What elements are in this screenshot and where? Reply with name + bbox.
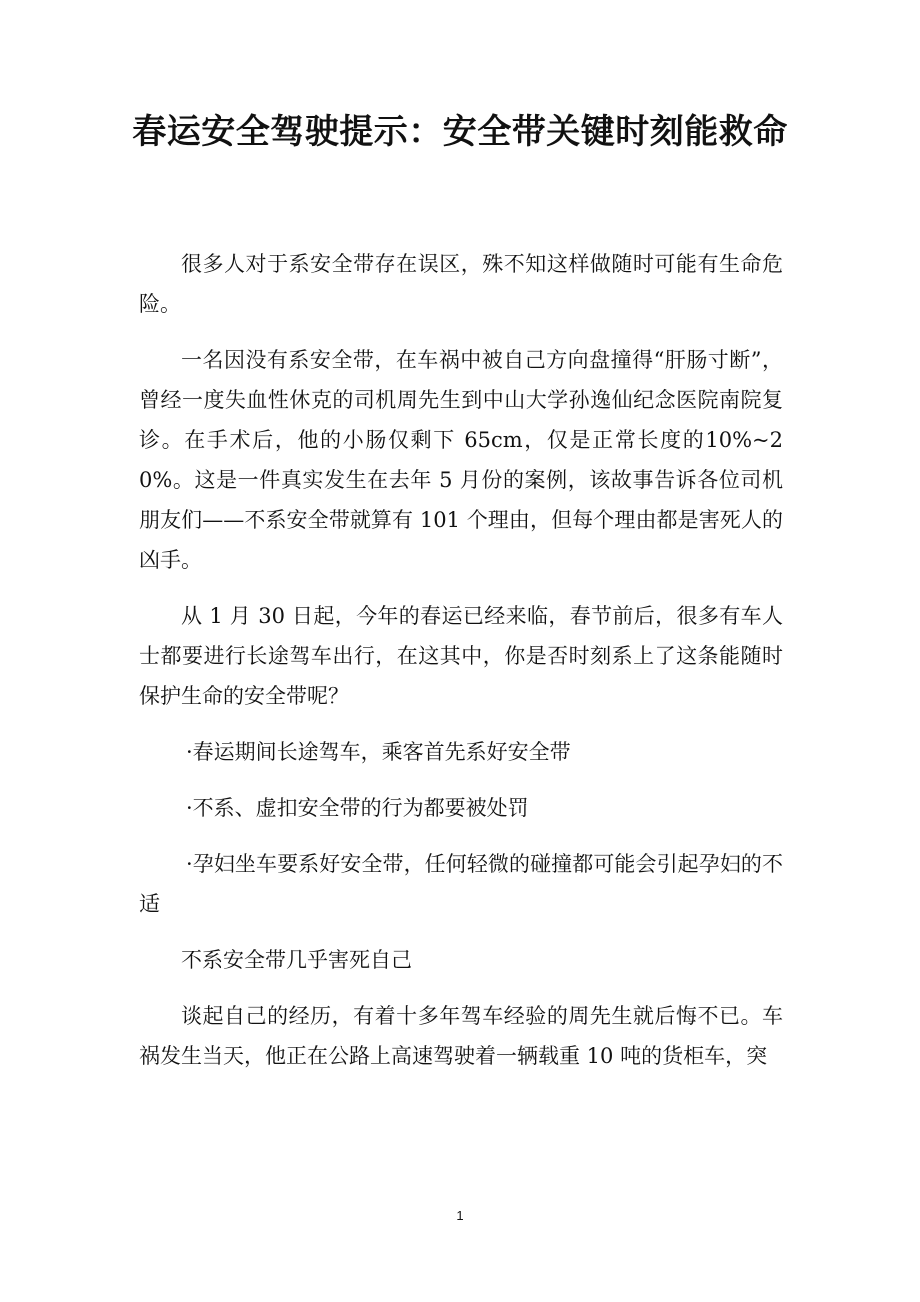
paragraph-case: 一名因没有系安全带，在车祸中被自己方向盘撞得“肝肠寸断”，曾经一度失血性休克的司机周先生到中山大学孙逸仙纪念医院南院复诊。在手术后，他的小肠仅剩下 65cm，仅是正常长度的10%~20%。这是一件真实发生在去年 5 月份的案例，该故事告诉各位司机朋友们——不系安全带就算有 101 个理由，但每个理由都是害死人的凶手。 xyxy=(139,348,783,572)
bullet-item-penalty: ·不系、虚扣安全带的行为都要被处罚 xyxy=(186,796,529,820)
bullet-item-passengers: ·春运期间长途驾车，乘客首先系好安全带 xyxy=(186,740,571,764)
section-heading: 不系安全带几乎害死自己 xyxy=(181,948,412,972)
bullet-item-pregnant: ·孕妇坐车要系好安全带，任何轻微的碰撞都可能会引起孕妇的不适 xyxy=(139,852,783,916)
paragraph-intro: 很多人对于系安全带存在误区，殊不知这样做随时可能有生命危险。 xyxy=(139,252,783,316)
page-number: 1 xyxy=(456,1208,464,1223)
paragraph-spring-festival: 从 1 月 30 日起，今年的春运已经来临，春节前后，很多有车人士都要进行长途驾车出行，在这其中，你是否时刻系上了这条能随时保护生命的安全带呢？ xyxy=(139,604,783,708)
document-title: 春运安全驾驶提示：安全带关键时刻能救命 xyxy=(132,112,788,152)
paragraph-experience: 谈起自己的经历，有着十多年驾车经验的周先生就后悔不已。车祸发生当天，他正在公路上高速驾驶着一辆载重 10 吨的货柜车，突 xyxy=(139,1004,783,1068)
document-body xyxy=(139,244,783,1076)
